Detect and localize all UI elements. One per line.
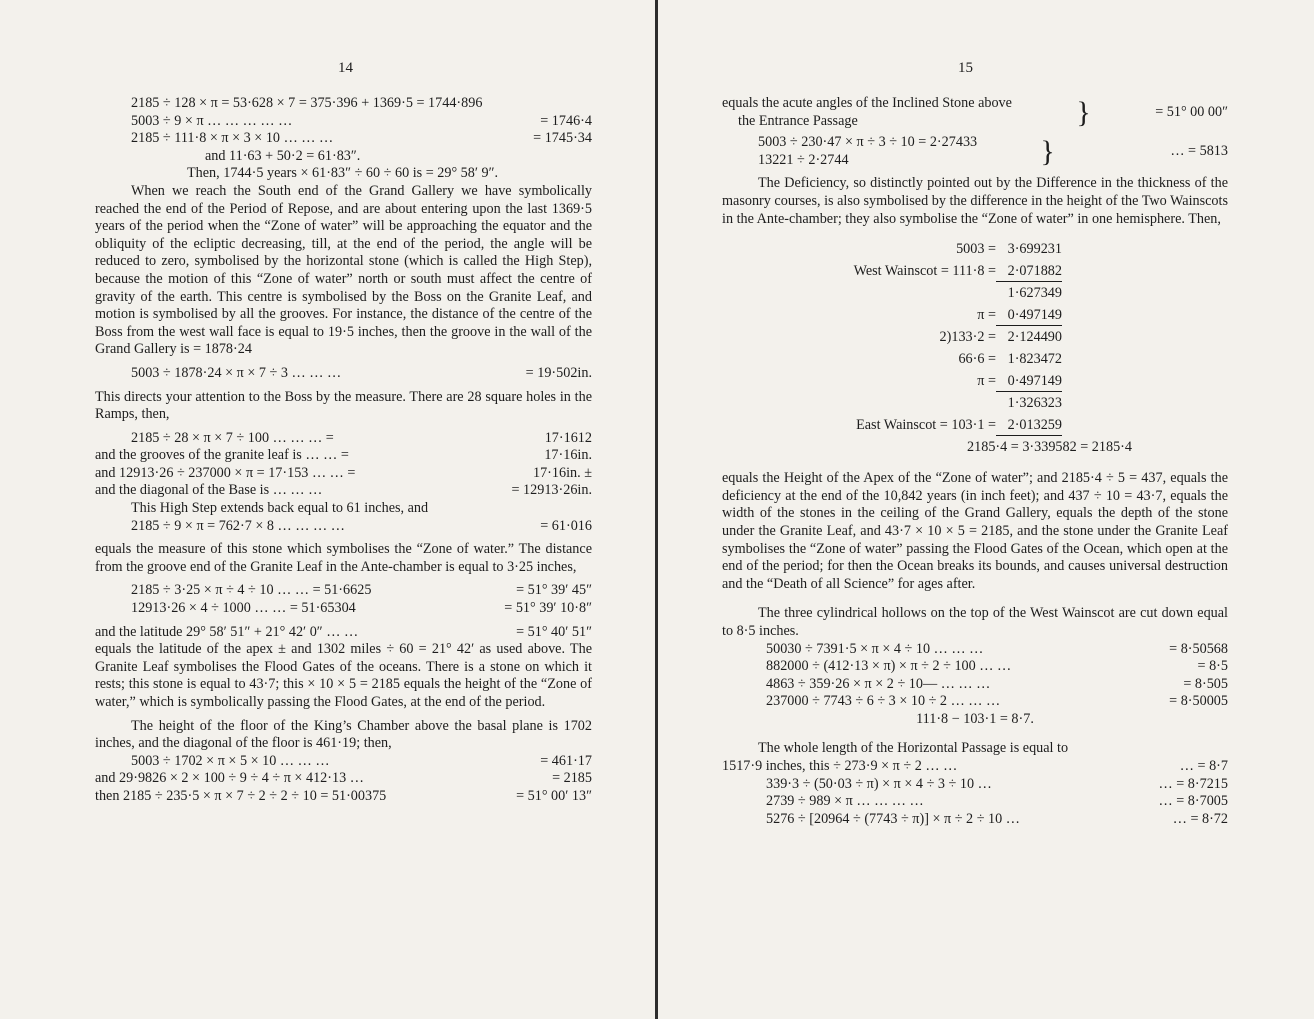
calc-row: 1·627349 <box>1007 285 1062 302</box>
equation-line: 2739 ÷ 989 × π … … … … … = 8·7005 <box>766 793 1228 810</box>
equation-line: 2185 ÷ 128 × π = 53·628 × 7 = 375·396 + 1369·5 = 1744·896 <box>131 95 483 111</box>
calc-row: 5003 = 3·699231 <box>956 241 1062 258</box>
page-number-left: 14 <box>338 60 353 76</box>
calc-row: 1·326323 <box>1007 395 1062 412</box>
equation-line: then 2185 ÷ 235·5 × π × 7 ÷ 2 ÷ 2 ÷ 10 = 51·00375 = 51° 00′ 13″ <box>95 787 592 804</box>
equation-line: Then, 1744·5 years × 61·83″ ÷ 60 ÷ 60 is = 29° 58′ 9″. <box>187 165 499 182</box>
paragraph: The whole length of the Horizontal Passage is equal to <box>758 740 1069 757</box>
paragraph: The three cylindrical hollows on the top of the West Wainscot are cut down equal to 8·5 inches. <box>722 605 1228 639</box>
equation-line: This High Step extends back equal to 61 inches, and <box>131 500 429 517</box>
right-page-text <box>722 95 1228 828</box>
equation-line: 5003 ÷ 1702 × π × 5 × 10 … … … = 461·17 <box>131 752 592 769</box>
equation-line: 111·8 − 103·1 = 8·7. <box>916 710 1034 727</box>
brace: } <box>1040 134 1055 168</box>
equation-line: and 11·63 + 50·2 = 61·83″. <box>205 147 361 164</box>
right-page <box>658 0 1314 1019</box>
equation-line: and 29·9826 × 2 × 100 ÷ 9 ÷ 4 ÷ π × 412·13 … = 2185 <box>95 770 592 787</box>
equation-line: 5276 ÷ [20964 ÷ (7743 ÷ π)] × π ÷ 2 ÷ 10 … … = 8·72 <box>766 810 1228 827</box>
equation-line: 50030 ÷ 7391·5 × π × 4 ÷ 10 … … … = 8·50568 <box>766 640 1228 657</box>
calc-row: East Wainscot = 103·1 = 2·013259 <box>722 414 1062 436</box>
left-page <box>0 0 656 1019</box>
calc-row: π = 0·497149 <box>722 304 1062 326</box>
page-number-right: 15 <box>958 60 973 76</box>
calc-row: π = 0·497149 <box>722 370 1062 392</box>
paragraph: equals the latitude of the apex ± and 1302 miles ÷ 60 = 21° 42′ as used above. The Granite Leaf symbolises the Flood Gates of the oceans. There is a stone on which it rests; this stone is equal to 43·7; this × 10 × 5 = 2185 equals the height of the “Zone of water,” which is symbolically passing the Flood Gates, at the end of the period. <box>95 641 592 710</box>
equation-line: 1517·9 inches, this ÷ 273·9 × π ÷ 2 … … … = 8·7 <box>722 758 1228 775</box>
equation-line: 2185 ÷ 3·25 × π ÷ 4 ÷ 10 … … = 51·6625 = 51° 39′ 45″ <box>131 582 592 599</box>
equation-line: and the latitude 29° 58′ 51″ + 21° 42′ 0″ … … = 51° 40′ 51″ <box>95 623 592 640</box>
equation-line: 4863 ÷ 359·26 × π × 2 ÷ 10— … … … = 8·505 <box>766 675 1228 692</box>
equation-line: 5003 ÷ 9 × π … … … … … = 1746·4 <box>131 112 592 129</box>
paragraph: equals the measure of this stone which symbolises the “Zone of water.” The distance from the groove end of the Granite Leaf in the Ante-chamber is equal to 3·25 inches, <box>95 541 592 575</box>
paragraph: The height of the floor of the King’s Chamber above the basal plane is 1702 inches, and the diagonal of the floor is 461·19; then, <box>95 717 592 752</box>
equation-line: 882000 ÷ (412·13 × π) × π ÷ 2 ÷ 100 … … = 8·5 <box>766 658 1228 675</box>
equation-line: and 12913·26 ÷ 237000 × π = 17·153 … … = 17·16in. ± <box>95 464 592 481</box>
calc-row: 2)133·2 = 2·124490 <box>939 329 1062 346</box>
equation-line: 339·3 ÷ (50·03 ÷ π) × π × 4 ÷ 3 ÷ 10 … … = 8·7215 <box>766 775 1228 792</box>
equation-line: 2185 ÷ 111·8 × π × 3 × 10 … … … = 1745·34 <box>131 130 592 147</box>
equation-line: 237000 ÷ 7743 ÷ 6 ÷ 3 × 10 ÷ 2 … … … = 8·50005 <box>766 693 1228 710</box>
equation-block: equals the acute angles of the Inclined Stone above the Entrance Passage } = 51° 00 00″ <box>722 95 1228 129</box>
brace: } <box>1076 95 1091 129</box>
calc-row: 66·6 = 1·823472 <box>958 351 1062 368</box>
paragraph: The Deficiency, so distinctly pointed out by the Difference in the thickness of the masonry courses, is also symbolised by the difference in the height of the Two Wainscots in the Ante-chamber; they also symbolise the “Zone of water” in one hemisphere. Then, <box>722 175 1228 227</box>
paragraph: When we reach the South end of the Grand Gallery we have symbolically reached the end of the Period of Repose, and are about entering upon the last 1369·5 years of the period when the “Zone of water” will be approaching the equator and the obliquity of the ecliptic decreasing, till, at the end of the period, the angle will be reduced to zero, symbolised by the horizontal stone (which is called the High Step), because the motion of this “Zone of water” north or south must affect the centre of gravity of the earth. This centre is symbolised by the Boss on the Granite Leaf, and motion is symbolised by all the grooves. For instance, the distance of the centre of the Boss from the west wall face is equal to 19·5 inches, then the groove in the wall of the Grand Gallery is = 1878·24 <box>95 182 592 358</box>
equation-block: 5003 ÷ 230·47 × π ÷ 3 ÷ 10 = 2·27433 13221 ÷ 2·2744 } … = 5813 <box>758 134 1228 168</box>
equation-line: 12913·26 × 4 ÷ 1000 … … = 51·65304 = 51° 39′ 10·8″ <box>131 600 592 617</box>
equation-line: 2185 ÷ 9 × π = 762·7 × 8 … … … … = 61·016 <box>131 517 592 534</box>
equation-line: and the grooves of the granite leaf is … … = 17·16in. <box>95 447 592 464</box>
calc-result: 2185·4 = 3·339582 = 2185·4 <box>967 439 1132 456</box>
equation-line: and the diagonal of the Base is … … … = 12913·26in. <box>95 482 592 499</box>
calc-row: West Wainscot = 111·8 = 2·071882 <box>722 260 1062 282</box>
left-page-text <box>95 95 592 806</box>
equation-line: 5003 ÷ 1878·24 × π × 7 ÷ 3 … … … = 19·502in. <box>131 364 592 381</box>
paragraph: This directs your attention to the Boss by the measure. There are 28 square holes in the Ramps, then, <box>95 388 592 423</box>
equation-line: 2185 ÷ 28 × π × 7 ÷ 100 … … … = 17·1612 <box>131 429 592 446</box>
paragraph: equals the Height of the Apex of the “Zone of water”; and 2185·4 ÷ 5 = 437, equals the deficiency at the end of the 10,842 years (in inch feet); and 437 ÷ 10 = 43·7, equals the width of the stones in the ceiling of the Grand Gallery, equals the depth of the stone under the Granite Leaf, and 43·7 × 10 × 5 = 2185, and the stone under the Granite Leaf symbolises the “Zone of water” passing the Flood Gates of the Ocean, which open at the end of the period; for then the Ocean breaks its bounds, and causes universal destruction and the “Death of all Science” for ages after. <box>722 470 1228 592</box>
logarithm-calculation <box>722 238 1132 458</box>
